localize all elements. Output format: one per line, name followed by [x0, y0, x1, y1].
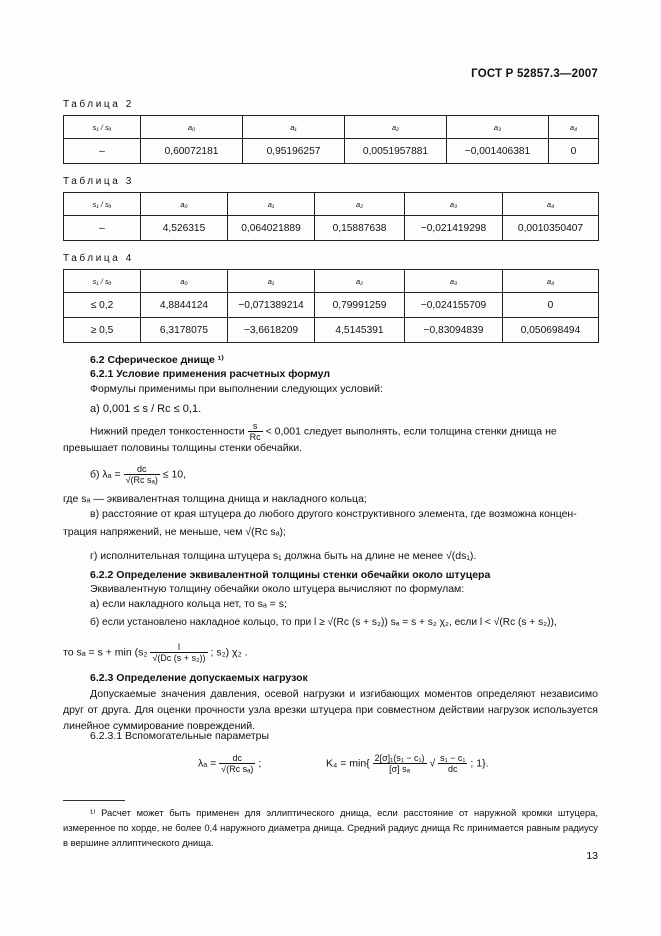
table4-header: a₂	[315, 270, 405, 293]
table2-header: a₄	[549, 116, 599, 139]
case-b: б) если установлено накладное кольцо, то при l ≥ √(Rс (s + s₂)) sₐ = s + s₂ χ₂, если l < √(Rс (s + s₂)),	[90, 617, 557, 628]
text-fragment: Нижний предел тонкостенности	[90, 425, 245, 438]
fraction-denominator: √(Dс (s + s₂))	[152, 653, 206, 663]
table3-cell: 0,064021889	[228, 216, 315, 241]
table4-cell: −3,6618209	[228, 318, 315, 343]
table4-cell: 6,3178075	[141, 318, 228, 343]
case-a: а) если накладного кольца нет, то sₐ = s;	[90, 598, 287, 610]
condition-b	[90, 464, 186, 485]
fraction-numerator: dс	[124, 464, 160, 475]
table4	[63, 269, 599, 343]
table2-cell: –	[64, 139, 141, 164]
text-fragment: ; s₂) χ₂ .	[210, 646, 248, 659]
table2-cell: 0	[549, 139, 599, 164]
table3-header-row	[64, 193, 599, 216]
fraction-denominator: √(Rс sₐ)	[221, 764, 254, 774]
table3-header: a₀	[141, 193, 228, 216]
text-fragment: то sₐ = s + min (s₂	[63, 646, 148, 659]
table-row	[64, 318, 599, 343]
section-6-2-3-title: 6.2.3 Определение допускаемых нагрузок	[90, 672, 308, 684]
table4-header-row	[64, 270, 599, 293]
condition-c-line2: трация напряжений, не меньше, чем √(Rс sₐ);	[63, 526, 286, 538]
table3	[63, 192, 599, 241]
fraction-lambda-2	[219, 753, 255, 774]
table2-header: a₁	[243, 116, 345, 139]
formula-k4	[326, 753, 489, 774]
table-row	[64, 293, 599, 318]
table2-header: s₁ / sₐ	[64, 116, 141, 139]
text-fragment: λₐ =	[198, 757, 217, 770]
fraction-numerator: s	[248, 421, 263, 432]
text-fragment: < 0,001 следует выполнять, если толщина стенки днища не	[265, 425, 557, 438]
formula-lambda	[198, 753, 261, 774]
table2-header: a₀	[141, 116, 243, 139]
text-fragment: ≤ 10,	[162, 468, 187, 481]
paragraph-equivalent-thickness: Эквивалентную толщину обечайки около штуцера вычисляют по формулам:	[90, 583, 465, 595]
table2-caption: Таблица 2	[63, 99, 134, 110]
table3-header: a₁	[228, 193, 315, 216]
condition-a: а) 0,001 ≤ s / Rс ≤ 0,1.	[90, 403, 202, 415]
table3-cell: −0,021419298	[405, 216, 503, 241]
table3-caption: Таблица 3	[63, 176, 134, 187]
table2-cell: −0,001406381	[447, 139, 549, 164]
table2	[63, 115, 599, 164]
table4-header: a₃	[405, 270, 503, 293]
condition-d: г) исполнительная толщина штуцера s₁ должна быть на длине не менее √(ds₁).	[90, 550, 477, 562]
table2-header-row	[64, 116, 599, 139]
table3-header: s₁ / sₐ	[64, 193, 141, 216]
document-header: ГОСТ Р 52857.3—2007	[471, 68, 598, 80]
table3-header: a₃	[405, 193, 503, 216]
fraction-lambda	[124, 464, 160, 485]
table4-header: s₁ / sₐ	[64, 270, 141, 293]
section-6-2-title: 6.2 Сферическое днище ¹⁾	[90, 354, 224, 366]
table4-cell: ≤ 0,2	[64, 293, 141, 318]
table4-cell: −0,83094839	[405, 318, 503, 343]
table4-cell: ≥ 0,5	[64, 318, 141, 343]
text-fragment: б) λₐ =	[90, 468, 121, 481]
paragraph-thinwall-limit	[90, 421, 557, 442]
table4-caption: Таблица 4	[63, 253, 134, 264]
fraction-numerator: l	[150, 642, 207, 653]
table2-cell: 0,60072181	[141, 139, 243, 164]
fraction-numerator: 2[σ]₁(s₁ − c₁)	[374, 753, 425, 763]
table4-cell: −0,024155709	[405, 293, 503, 318]
table4-cell: 0,79991259	[315, 293, 405, 318]
page-number: 13	[586, 850, 598, 862]
table-row	[64, 216, 599, 241]
fraction-denominator: √(Rс sₐ)	[125, 475, 158, 485]
fraction-s-over-rc	[248, 421, 263, 442]
fraction-l	[150, 642, 207, 663]
section-6-2-1-title: 6.2.1 Условие применения расчетных формул	[90, 368, 330, 380]
table2-cell: 0,95196257	[243, 139, 345, 164]
paragraph-conditions-intro: Формулы применимы при выполнении следующих условий:	[90, 383, 383, 395]
table3-header: a₂	[315, 193, 405, 216]
table2-header: a₃	[447, 116, 549, 139]
table3-cell: 0,0010350407	[503, 216, 599, 241]
table4-cell: 0	[503, 293, 599, 318]
condition-c-line1: в) расстояние от края штуцера до любого другого конструктивного элемента, где возможна концен-	[90, 508, 577, 520]
text-fragment: K₄ = min{	[326, 757, 370, 770]
table3-cell: 4,526315	[141, 216, 228, 241]
footnote: ¹⁾ Расчет может быть применен для эллиптического днища, если расстояние от наружной кромки штуцера, измеренное по хорде, не более 0,4 наружного диаметра днища. Средний радиус днища Rс принимается равным радиусу в вершине эллиптического днища.	[63, 807, 598, 848]
table4-header: a₀	[141, 270, 228, 293]
text-fragment: ; 1}.	[470, 757, 489, 770]
table2-cell: 0,0051957881	[345, 139, 447, 164]
table4-cell: 0,050698494	[503, 318, 599, 343]
formula-s-e-min	[63, 642, 247, 663]
table2-header: a₂	[345, 116, 447, 139]
fraction-denominator: Rс	[249, 432, 261, 442]
paragraph-allowable-loads: Допускаемые значения давления, осевой нагрузки и изгибающих моментов определяют независимо друг от друга. Для оценки прочности узла врезки штуцера при совместном действии нагрузок используется линейное суммирование повреждений.	[63, 688, 598, 732]
paragraph-thinwall-limit-cont: превышает половины толщины стенки обечайки.	[63, 442, 302, 454]
text-fragment: ;	[258, 757, 262, 770]
table4-cell: −0,071389214	[228, 293, 315, 318]
fraction-numerator: dс	[219, 753, 255, 764]
fraction-numerator: s₁ − c₁	[440, 753, 466, 763]
table4-cell: 4,8844124	[141, 293, 228, 318]
table-row	[64, 139, 599, 164]
fraction-denominator: [σ] sₐ	[389, 764, 411, 774]
fraction-k4-2	[438, 753, 467, 774]
table3-cell: 0,15887638	[315, 216, 405, 241]
table4-cell: 4,5145391	[315, 318, 405, 343]
footnote-divider	[63, 800, 125, 801]
table3-header: a₄	[503, 193, 599, 216]
fraction-k4-1	[373, 753, 427, 774]
paragraph-where-s-e: где sₐ — эквивалентная толщина днища и накладного кольца;	[63, 493, 367, 505]
table3-cell: –	[64, 216, 141, 241]
fraction-denominator: dс	[448, 764, 458, 774]
table4-header: a₄	[503, 270, 599, 293]
subsection-6-2-3-1: 6.2.3.1 Вспомогательные параметры	[90, 730, 270, 742]
sqrt-sign: √	[429, 757, 436, 770]
table4-header: a₁	[228, 270, 315, 293]
section-6-2-2-title: 6.2.2 Определение эквивалентной толщины стенки обечайки около штуцера	[90, 569, 491, 581]
